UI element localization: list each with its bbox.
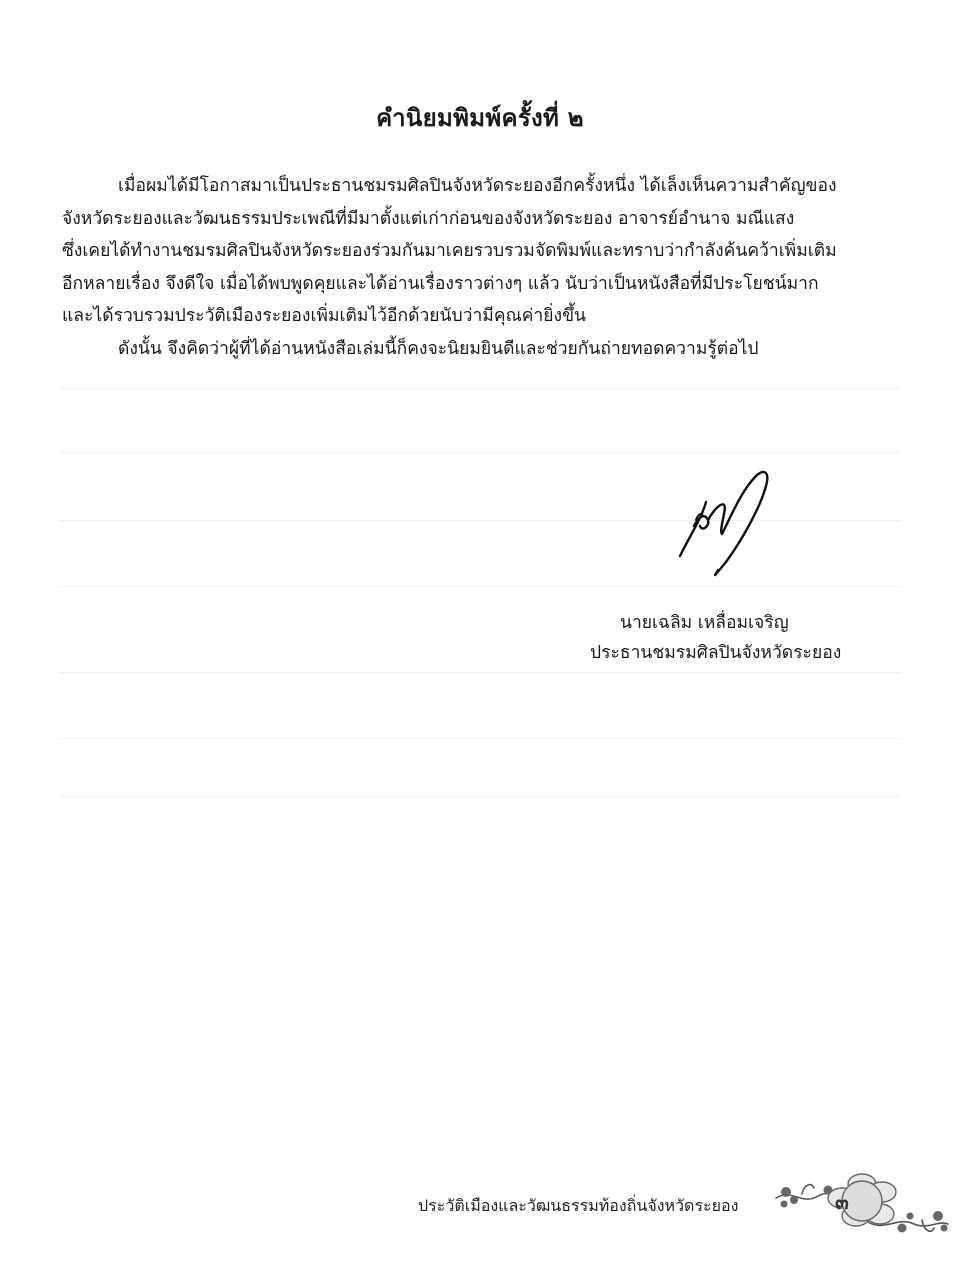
- bleed-through-line: [60, 672, 900, 673]
- paragraph-line: จังหวัดระยองและวัฒนธรรมประเพณีที่มีมาตั้งแต่เก่าก่อนของจังหวัดระยอง อาจารย์อำนาจ มณีแสง: [62, 208, 795, 229]
- paragraph-line: ซึ่งเคยได้ทำงานชมรมศิลปินจังหวัดระยองร่วมกันมาเคยรวบรวมจัดพิมพ์และทราบว่ากำลังค้นคว้าเพิ่มเติม: [62, 241, 837, 261]
- bleed-through-line: [60, 796, 900, 797]
- paragraph-2: ดังนั้น จึงคิดว่าผู้ที่ได้อ่านหนังสือเล่มนี้ก็คงจะนิยมยินดีและช่วยกันถ่ายทอดความรู้ต่อไป: [118, 338, 759, 359]
- handwritten-signature: [672, 462, 782, 584]
- paragraph-line: อีกหลายเรื่อง จึงดีใจ เมื่อได้พบพูดคุยและได้อ่านเรื่องราวต่างๆ แล้ว นับว่าเป็นหนังสือที่มีประโยชน์มาก: [62, 273, 819, 294]
- paragraph-line: และได้รวบรวมประวัติเมืองระยองเพิ่มเติมไว้อีกด้วยนับว่ามีคุณค่ายิ่งขึ้น: [62, 306, 587, 326]
- bleed-through-line: [60, 586, 900, 587]
- bleed-through-line: [60, 388, 900, 389]
- signer-name: นายเฉลิม เหลื่อมเจริญ: [620, 613, 789, 633]
- footer-book-title: ประวัติเมืองและวัฒนธรรมท้องถิ่นจังหวัดระยอง: [418, 1196, 739, 1215]
- body-text: [62, 170, 902, 365]
- signer-position: ประธานชมรมศิลปินจังหวัดระยอง: [590, 643, 842, 663]
- page-number: ๓: [835, 1190, 849, 1214]
- page-title: คำนิยมพิมพ์ครั้งที่ ๒: [376, 103, 584, 132]
- paragraph-line: เมื่อผมได้มีโอกาสมาเป็นประธานชมรมศิลปินจังหวัดระยองอีกครั้งหนึ่ง ได้เล็งเห็นความสำคัญของ: [118, 176, 837, 196]
- bleed-through-line: [60, 738, 900, 739]
- bleed-through-line: [60, 452, 900, 453]
